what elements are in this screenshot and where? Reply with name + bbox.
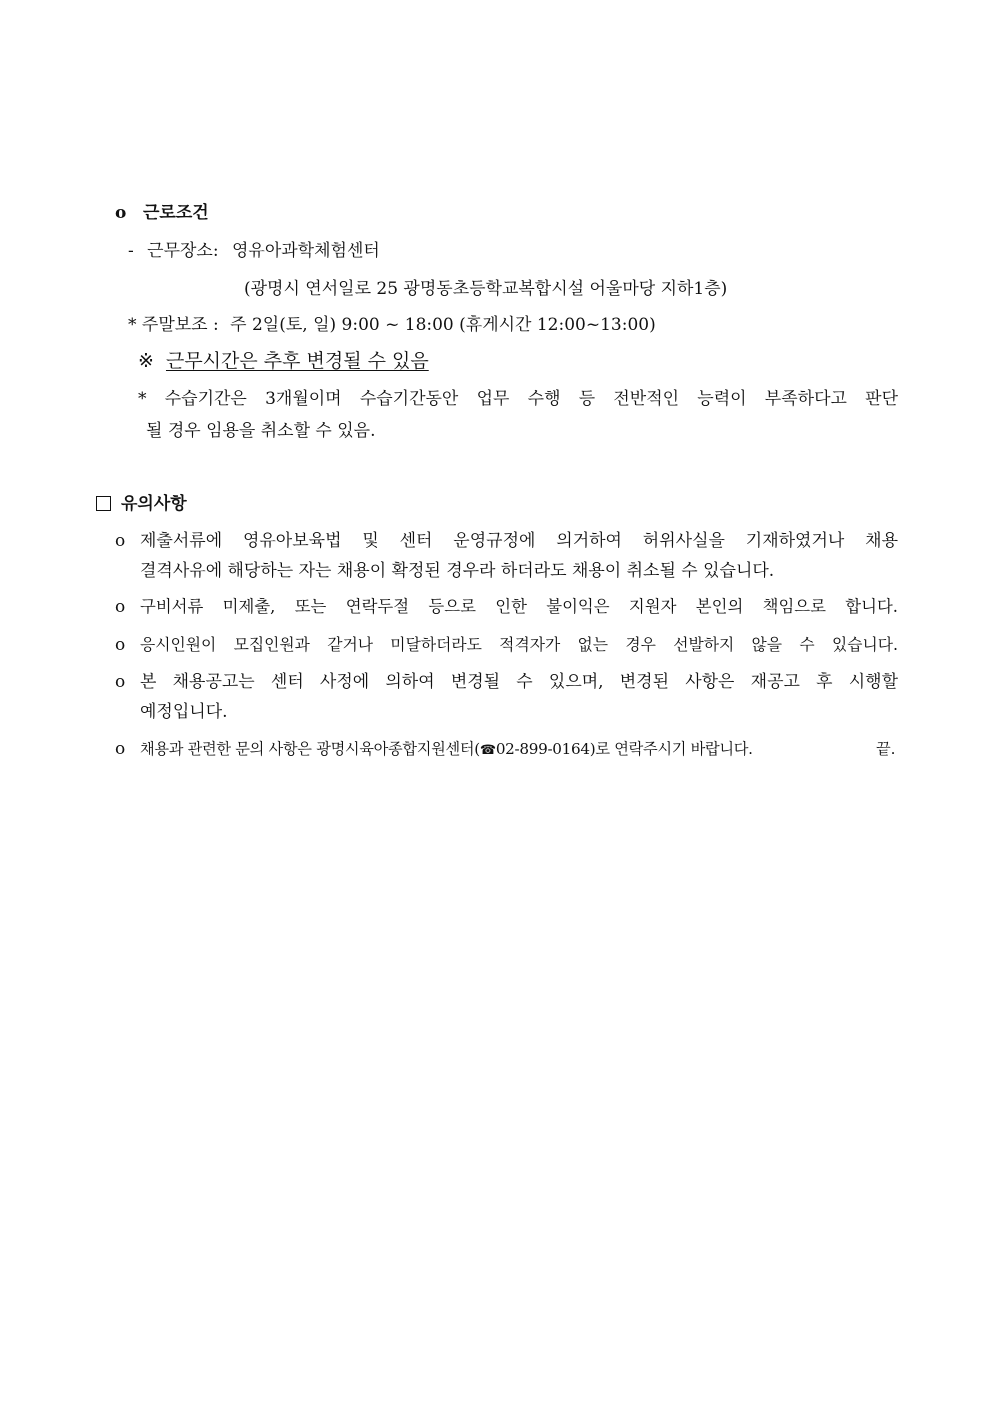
note-bullet: o: [115, 635, 126, 655]
note-item-1-line-2: 결격사유에 해당하는 자는 채용이 확정된 경우라 하더라도 채용이 취소될 수 있습니다.: [140, 561, 775, 581]
note-bullet: o: [115, 672, 126, 692]
inquiry-text-prefix: 채용과 관련한 문의 사항은 광명시육아종합지원센터(: [140, 740, 480, 758]
work-location-name: 영유아과학체험센터: [231, 241, 380, 261]
probation-line-1: * 수습기간은 3개월이며 수습기간동안 업무 수행 등 전반적인 능력이 부족하다고 판단: [138, 389, 898, 409]
note-item-4-line-1: 본 채용공고는 센터 사정에 의하여 변경될 수 있으며, 변경된 사항은 재공고 후 시행할: [140, 672, 898, 692]
note-item-4-line-2: 예정입니다.: [140, 702, 228, 722]
inquiry-text-suffix: )로 연락주시기 바랍니다.: [589, 740, 753, 758]
probation-line-2: 될 경우 임용을 취소할 수 있음.: [146, 421, 376, 441]
phone-icon: ☎: [479, 743, 496, 758]
note-bullet: o: [115, 739, 126, 759]
note-bullet: o: [115, 531, 126, 551]
checkbox-square-icon: [96, 496, 111, 511]
work-location-label: 근무장소:: [147, 241, 219, 261]
note-item-2-line-1: 구비서류 미제출, 또는 연락두절 등으로 인한 불이익은 지원자 본인의 책임으로 합니다.: [140, 597, 898, 616]
note-bullet: o: [115, 597, 126, 617]
work-conditions-heading-row: [115, 202, 209, 224]
work-location-address: (광명시 연서일로 25 광명동초등학교복합시설 어울마당 지하1층): [244, 279, 728, 299]
note-item-1-line-1: 제출서류에 영유아보육법 및 센터 운영규정에 의거하여 허위사실을 기재하였거나 채용: [140, 531, 898, 551]
bullet-circle: o: [115, 203, 127, 223]
hours-notice-text: 근무시간은 추후 변경될 수 있음: [165, 350, 429, 372]
note-item-5-line-1: [140, 738, 753, 762]
dash-marker: -: [128, 241, 134, 261]
weekend-schedule: 주 2일(토, 일) 9:00 ~ 18:00 (휴게시간 12:00~13:00): [230, 315, 656, 335]
note-item-3-line-1: 응시인원이 모집인원과 같거나 미달하더라도 적격자가 없는 경우 선발하지 않을 수 있습니다.: [140, 635, 898, 654]
notes-heading: 유의사항: [121, 494, 187, 514]
work-location-row: [128, 240, 380, 262]
end-mark: 끝.: [876, 740, 896, 758]
weekend-schedule-row: [128, 314, 656, 336]
notes-heading-row: [96, 493, 187, 515]
hours-notice-row: [138, 350, 429, 372]
phone-number: 02-899-0164: [495, 740, 590, 758]
reference-mark: ※: [138, 350, 154, 372]
weekend-label: * 주말보조 :: [128, 315, 219, 335]
work-conditions-heading: 근로조건: [143, 203, 209, 223]
